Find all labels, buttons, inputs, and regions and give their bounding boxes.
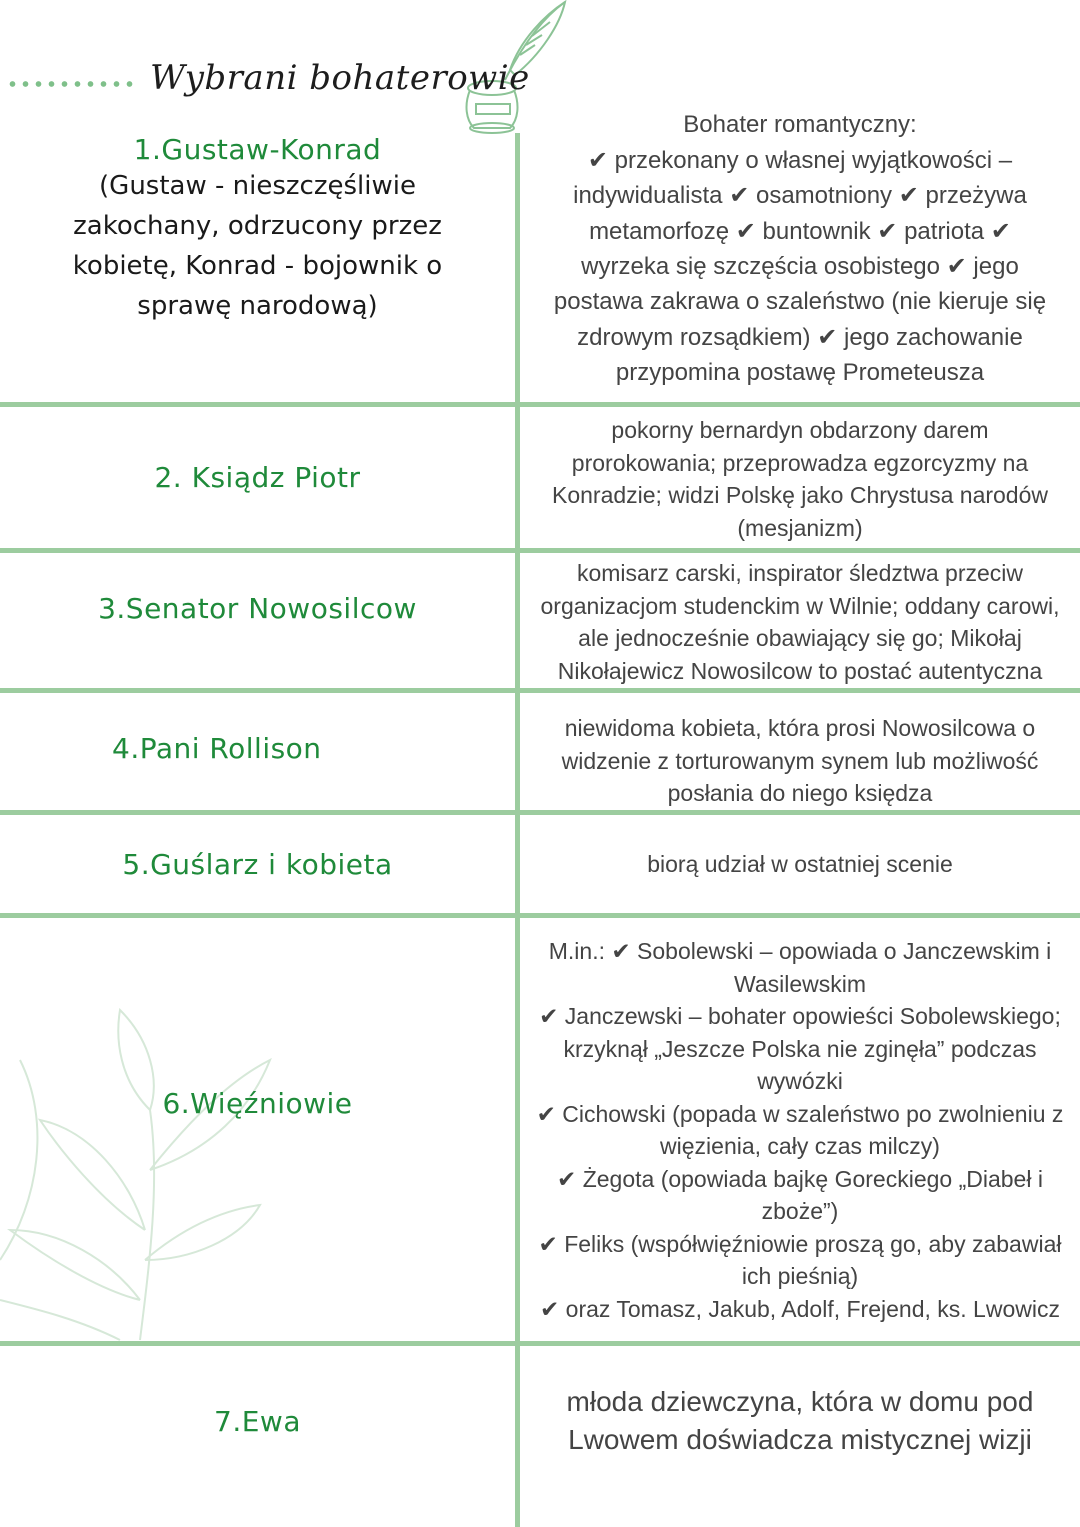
character-name-cell: [0, 918, 515, 1288]
character-note: [73, 166, 442, 326]
description-line: przypomina postawę Prometeusza: [615, 359, 985, 387]
character-description: [522, 712, 1078, 810]
note-line: kobietę, Konrad - bojownik o: [72, 251, 443, 281]
character-name: 6.Więźniowie: [162, 1086, 353, 1120]
description-line: M.in.: ✔ Sobolewski – opowiada o Janczewskim i: [548, 938, 1052, 964]
page-title: Wybrani bohaterowie: [150, 58, 530, 98]
character-name: 2. Ksiądz Piotr: [154, 461, 361, 494]
character-description: [522, 922, 1078, 1338]
description-line: ich pieśnią): [741, 1263, 859, 1289]
description-line: zdrowym rozsądkiem) ✔ jego zachowanie: [577, 323, 1023, 351]
description-line: ✔ oraz Tomasz, Jakub, Adolf, Frejend, ks. Lwowicz: [540, 1295, 1060, 1322]
character-name: 5.Guślarz i kobieta: [122, 847, 393, 881]
description-line: wywózki: [757, 1068, 843, 1094]
character-name: 1.Gustaw-Konrad: [133, 133, 382, 166]
character-description: [522, 815, 1078, 913]
character-name: 4.Pani Rollison: [112, 731, 322, 765]
description-line: ✔ Cichowski (popada w szaleństwo po zwolnieniu z: [536, 1100, 1064, 1127]
description-line: komisarz carski, inspirator śledztwa przeciw: [576, 560, 1024, 586]
note-line: zakochany, odrzucony przez: [73, 211, 442, 241]
description-line: pokorny bernardyn obdarzony darem: [611, 417, 989, 443]
description-line: organizacjom studenckim w Wilnie; oddany carowi,: [540, 592, 1060, 619]
note-line: sprawę narodową): [137, 291, 378, 321]
description-line: ale jednocześnie obawiający się go; Mikołaj: [578, 625, 1022, 651]
description-line: ✔ Janczewski – bohater opowieści Sobolewskiego;: [539, 1003, 1061, 1029]
description-line: Nikołajewicz Nowosilcow to postać autentyczna: [557, 657, 1043, 684]
description-line: postawa zakrawa o szaleństwo (nie kieruje się: [553, 288, 1047, 316]
character-name-cell: [0, 1346, 515, 1496]
description-line: metamorfozę ✔ buntownik ✔ patriota ✔: [589, 217, 1011, 245]
description-line: posłania do niego księdza: [667, 780, 933, 807]
note-line: (Gustaw - nieszczęśliwie: [99, 171, 416, 201]
description-line: ✔ przekonany o własnej wyjątkowości –: [587, 146, 1013, 174]
description-line: widzenie z torturowanym synem lub możliwość: [561, 747, 1039, 774]
description-line: biorą udział w ostatniej scenie: [647, 850, 953, 877]
description-line: krzyknął „Jeszcze Polska nie zginęła” podczas: [563, 1035, 1037, 1062]
description-line: prorokowania; przeprowadza egzorcyzmy na: [571, 449, 1029, 476]
description-line: Bohater romantyczny:: [683, 111, 917, 139]
character-name-cell: [0, 553, 515, 663]
character-description: [522, 410, 1078, 548]
description-line: Lwowem doświadcza mistycznej wizji: [568, 1424, 1032, 1455]
description-line: niewidoma kobieta, która prosi Nowosilcowa o: [564, 715, 1036, 742]
character-name-cell: [0, 125, 515, 325]
dotted-leader: [6, 80, 136, 88]
description-line: indywidualista ✔ osamotniony ✔ przeżywa: [573, 182, 1027, 210]
character-name-cell: [0, 407, 515, 548]
column-divider: [515, 133, 520, 1527]
description-line: Wasilewskim: [733, 970, 867, 997]
character-description: [522, 556, 1078, 688]
character-name: 3.Senator Nowosilcow: [98, 591, 417, 625]
description-line: zboże”): [761, 1198, 839, 1224]
character-description: [522, 106, 1078, 392]
description-line: młoda dziewczyna, która w domu pod: [566, 1386, 1034, 1417]
description-line: Konradzie; widzi Polskę jako Chrystusa narodów: [551, 482, 1049, 508]
description-line: wyrzeka się szczęścia osobistego ✔ jego: [581, 253, 1019, 280]
character-name-cell: [0, 693, 515, 803]
description-line: więzienia, cały czas milczy): [660, 1133, 940, 1159]
description-line: ✔ Żegota (opowiada bajkę Goreckiego „Diabeł i: [557, 1165, 1043, 1192]
character-description: [522, 1346, 1078, 1496]
description-line: ✔ Feliks (współwięźniowie proszą go, aby zabawiał: [538, 1230, 1062, 1257]
character-name-cell: [0, 815, 515, 913]
character-name: 7.Ewa: [214, 1404, 301, 1438]
description-line: (mesjanizm): [737, 514, 863, 541]
